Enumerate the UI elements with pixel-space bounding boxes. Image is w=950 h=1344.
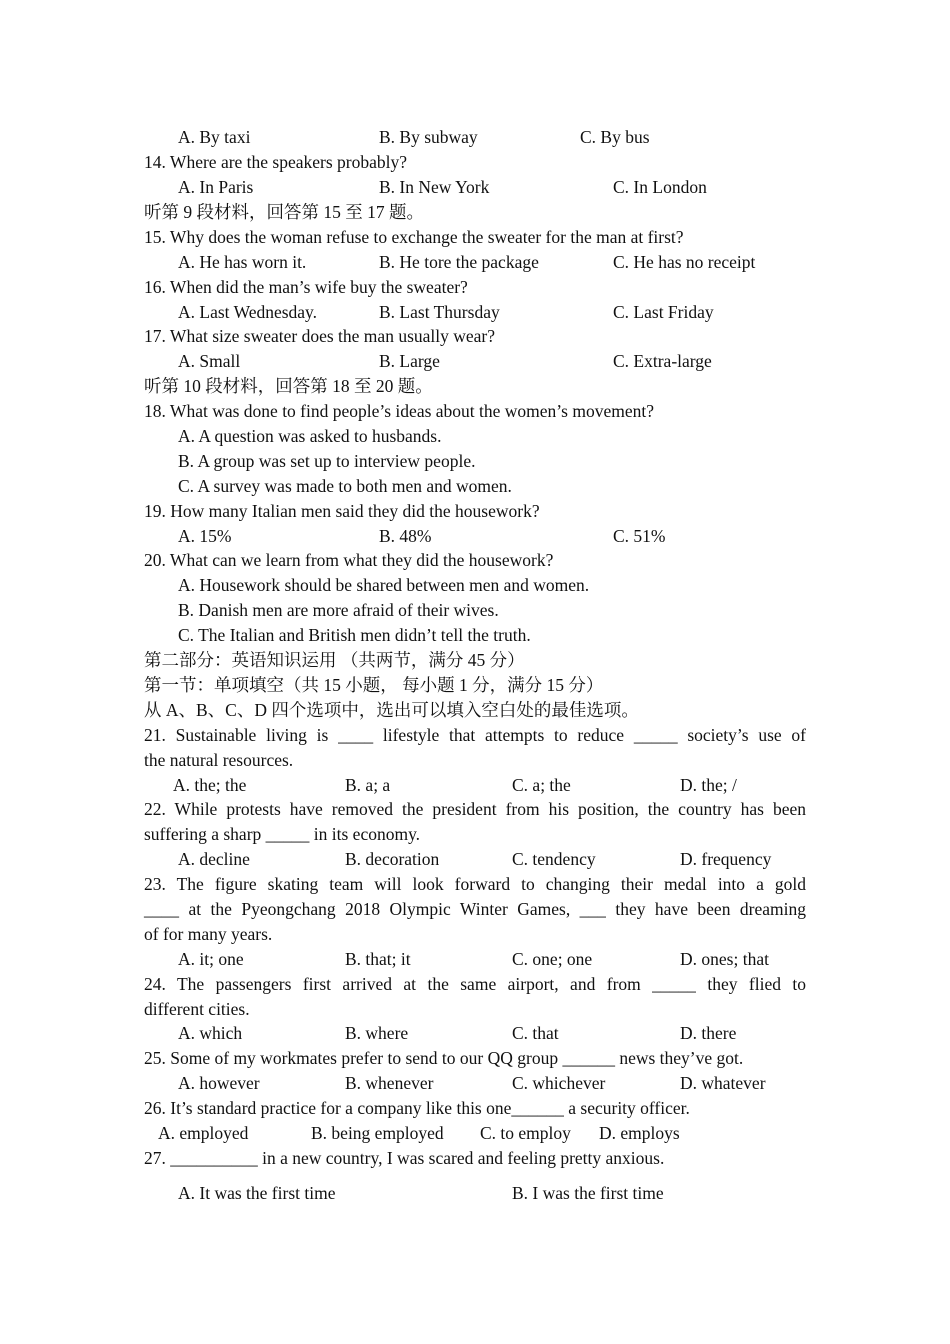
q17-stem: 17. What size sweater does the man usually wear? [144, 326, 496, 346]
part-2-section-1-heading: 第一节：单项填空（共 15 小题， 每小题 1 分，满分 15 分） [144, 675, 604, 695]
q24-option-c: C. that [512, 1023, 559, 1043]
section-9-heading: 听第 9 段材料，回答第 15 至 17 题。 [144, 202, 424, 222]
q19-option-a: A. 15% [178, 526, 232, 546]
q23-option-b: B. that; it [345, 949, 411, 969]
q21-option-a: A. the; the [173, 775, 247, 795]
q22-option-c: C. tendency [512, 849, 596, 869]
q17-option-a: A. Small [178, 351, 241, 371]
q21-stem-line-1: 21. Sustainable living is ____ lifestyle that attempts to reduce _____ society’s use of [144, 725, 806, 745]
part-2-instructions: 从 A、B、C、D 四个选项中，选出可以填入空白处的最佳选项。 [144, 700, 639, 720]
q24-option-b: B. where [345, 1023, 409, 1043]
q14-option-c: C. In London [613, 177, 707, 197]
q16-option-b: B. Last Thursday [379, 302, 500, 322]
q17-option-c: C. Extra-large [613, 351, 712, 371]
q16-stem: 16. When did the man’s wife buy the sweater? [144, 277, 468, 297]
q15-stem: 15. Why does the woman refuse to exchange the sweater for the man at first? [144, 227, 684, 247]
q23-stem-line-1: 23. The figure skating team will look forward to changing their medal into a gold [144, 874, 806, 894]
q24-stem-line-2: different cities. [144, 999, 250, 1019]
q16-option-c: C. Last Friday [613, 302, 714, 322]
q20-option-a: A. Housework should be shared between men and women. [178, 575, 590, 595]
q26-option-c: C. to employ [480, 1123, 571, 1143]
q15-option-c: C. He has no receipt [613, 252, 756, 272]
q18-option-b: B. A group was set up to interview people. [178, 451, 476, 471]
q25-option-b: B. whenever [345, 1073, 434, 1093]
q20-option-b: B. Danish men are more afraid of their wives. [178, 600, 499, 620]
q25-stem: 25. Some of my workmates prefer to send to our QQ group ______ news they’ve got. [144, 1048, 744, 1068]
q19-stem: 19. How many Italian men said they did the housework? [144, 501, 540, 521]
q26-option-b: B. being employed [311, 1123, 444, 1143]
q14-stem: 14. Where are the speakers probably? [144, 152, 408, 172]
q25-option-c: C. whichever [512, 1073, 606, 1093]
q20-stem: 20. What can we learn from what they did the housework? [144, 550, 554, 570]
q21-stem-line-2: the natural resources. [144, 750, 294, 770]
q23-option-a: A. it; one [178, 949, 244, 969]
q24-stem-line-1: 24. The passengers first arrived at the same airport, and from _____ they flied to [144, 974, 806, 994]
q24-option-a: A. which [178, 1023, 243, 1043]
q27-option-a: A. It was the first time [178, 1183, 336, 1203]
q21-option-d: D. the; / [680, 775, 737, 795]
q15-option-a: A. He has worn it. [178, 252, 307, 272]
q21-option-b: B. a; a [345, 775, 391, 795]
q18-option-a: A. A question was asked to husbands. [178, 426, 442, 446]
q14-option-b: B. In New York [379, 177, 490, 197]
q26-stem: 26. It’s standard practice for a company like this one______ a security officer. [144, 1098, 690, 1118]
section-10-heading: 听第 10 段材料，回答第 18 至 20 题。 [144, 376, 433, 396]
q15-option-b: B. He tore the package [379, 252, 539, 272]
q23-option-c: C. one; one [512, 949, 593, 969]
q26-option-a: A. employed [158, 1123, 249, 1143]
q23-stem-line-3: of for many years. [144, 924, 273, 944]
q17-option-b: B. Large [379, 351, 440, 371]
q24-option-d: D. there [680, 1023, 737, 1043]
q16-option-a: A. Last Wednesday. [178, 302, 318, 322]
q23-stem-line-2: ____ at the Pyeongchang 2018 Olympic Winter Games, ___ they have been dreaming [144, 899, 806, 919]
q13-option-b: B. By subway [379, 127, 478, 147]
q25-option-a: A. however [178, 1073, 260, 1093]
q22-option-b: B. decoration [345, 849, 440, 869]
q13-option-c: C. By bus [580, 127, 650, 147]
q19-option-b: B. 48% [379, 526, 432, 546]
q22-option-d: D. frequency [680, 849, 772, 869]
q25-option-d: D. whatever [680, 1073, 766, 1093]
q26-option-d: D. employs [599, 1123, 680, 1143]
q20-option-c: C. The Italian and British men didn’t tell the truth. [178, 625, 531, 645]
q22-stem-line-2: suffering a sharp _____ in its economy. [144, 824, 421, 844]
q19-option-c: C. 51% [613, 526, 666, 546]
q18-option-c: C. A survey was made to both men and women. [178, 476, 512, 496]
q21-option-c: C. a; the [512, 775, 571, 795]
q18-stem: 18. What was done to find people’s ideas about the women’s movement? [144, 401, 654, 421]
q14-option-a: A. In Paris [178, 177, 254, 197]
q22-option-a: A. decline [178, 849, 250, 869]
q23-option-d: D. ones; that [680, 949, 769, 969]
q22-stem-line-1: 22. While protests have removed the president from his position, the country has been [144, 799, 806, 819]
part-2-heading: 第二部分：英语知识运用 （共两节，满分 45 分） [144, 650, 525, 670]
q13-option-a: A. By taxi [178, 127, 251, 147]
q27-option-b: B. I was the first time [512, 1183, 664, 1203]
q27-stem: 27. __________ in a new country, I was scared and feeling pretty anxious. [144, 1148, 665, 1168]
